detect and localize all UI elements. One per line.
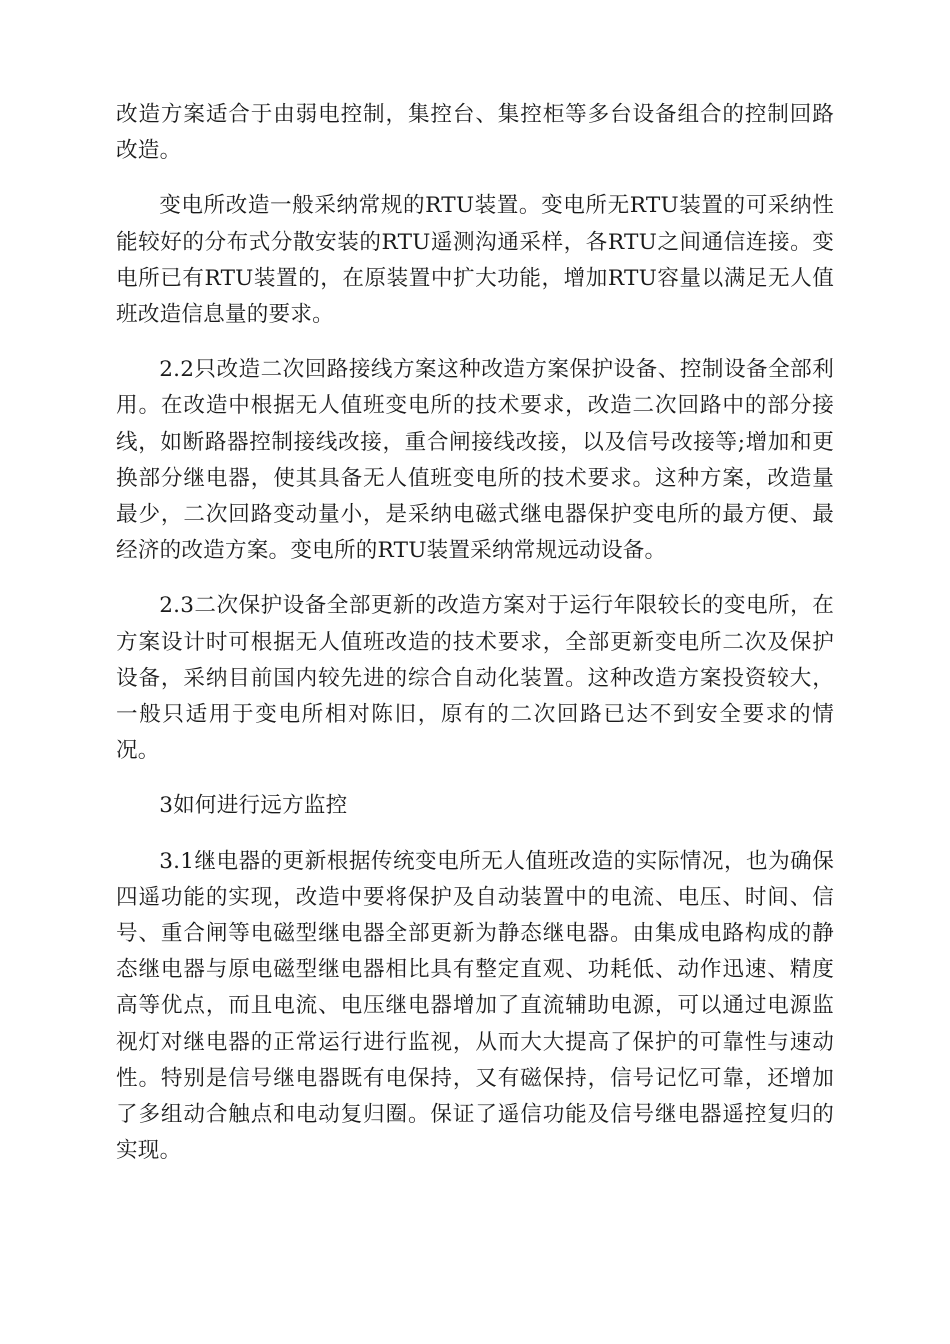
paragraph-rtu: 变电所改造一般采纳常规的RTU装置。变电所无RTU装置的可采纳性能较好的分布式分散安装的RTU遥测沟通采样，各RTU之间通信连接。变电所已有RTU装置的，在原装置中扩大功能，增加RTU容量以满足无人值班改造信息量的要求。 [116,193,834,328]
paragraph-section-3-1: 3.1继电器的更新根据传统变电所无人值班改造的实际情况，也为确保四遥功能的实现，改造中要将保护及自动装置中的电流、电压、时间、信号、重合闸等电磁型继电器全部更新为静态继电器。由集成电路构成的静态继电器与原电磁型继电器相比具有整定直观、功耗低、动作迅速、精度高等优点，而且电流、电压继电器增加了直流辅助电源，可以通过电源监视灯对继电器的正常运行进行监视，从而大大提高了保护的可靠性与速动性。特别是信号继电器既有电保持，又有磁保持，信号记忆可靠，还增加了多组动合触点和电动复归圈。保证了遥信功能及信号继电器遥控复归的实现。 [116,848,834,1164]
paragraph-section-2-2: 2.2只改造二次回路接线方案这种改造方案保护设备、控制设备全部利用。在改造中根据无人值班变电所的技术要求，改造二次回路中的部分接线，如断路器控制接线改接，重合闸接线改接，以及信号改接等;增加和更换部分继电器，使其具备无人值班变电所的技术要求。这种方案，改造量最少，二次回路变动量小，是采纳电磁式继电器保护变电所的最方便、最经济的改造方案。变电所的RTU装置采纳常规远动设备。 [116,357,834,564]
paragraph-section-2-3: 2.3二次保护设备全部更新的改造方案对于运行年限较长的变电所，在方案设计时可根据无人值班改造的技术要求，全部更新变电所二次及保护设备，采纳目前国内较先进的综合自动化装置。这种改造方案投资较大，一般只适用于变电所相对陈旧，原有的二次回路已达不到安全要求的情况。 [116,593,834,764]
document-page [116,97,834,1188]
section-heading-3: 3如何进行远方监控 [159,793,348,819]
paragraph-continuation: 改造方案适合于由弱电控制，集控台、集控柜等多台设备组合的控制回路改造。 [116,102,834,164]
